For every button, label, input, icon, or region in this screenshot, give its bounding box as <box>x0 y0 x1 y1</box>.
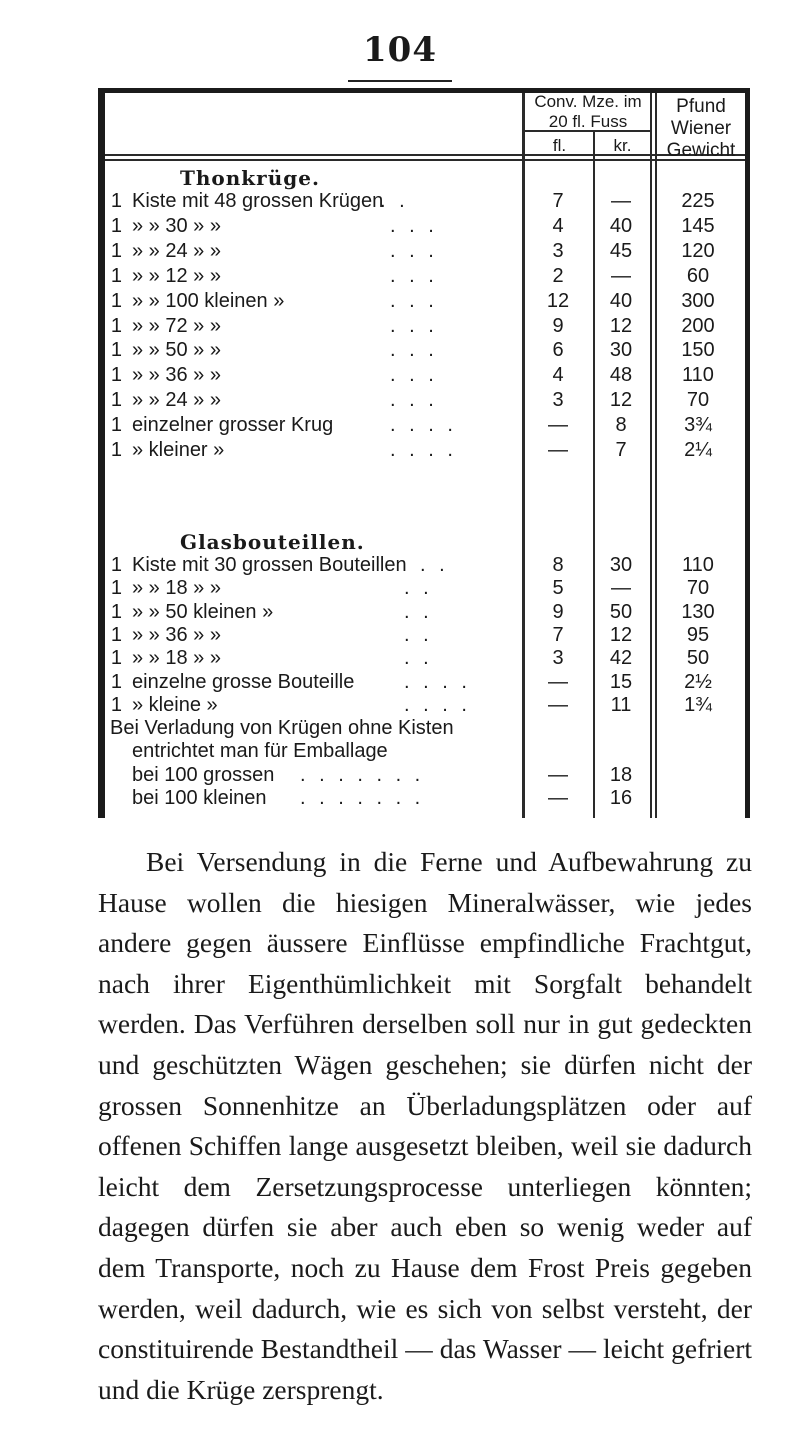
row-description: bei 100 grossen <box>132 763 275 786</box>
header-rule-b <box>105 159 745 161</box>
row-description: » » 50 kleinen » <box>132 600 274 623</box>
row-pfund: 225 <box>681 190 715 212</box>
row-description: » » 30 » » <box>132 214 221 237</box>
row-count: 1 <box>110 190 122 212</box>
row-count: 1 <box>110 239 122 262</box>
note-line-1 <box>0 716 800 740</box>
row-kreuzer: 45 <box>609 239 633 262</box>
row-leader-dots: . . <box>420 554 449 576</box>
table-row <box>0 189 800 213</box>
header-conv: Conv. Mze. im 20 fl. Fuss <box>534 92 642 131</box>
row-kreuzer: 12 <box>609 623 633 646</box>
row-kreuzer: 40 <box>609 289 633 312</box>
row-pfund: 70 <box>686 577 710 600</box>
table-row <box>0 413 800 437</box>
row-pfund: 130 <box>681 600 715 623</box>
row-leader-dots: . . <box>404 623 433 646</box>
row-kreuzer: 30 <box>609 339 633 362</box>
table-row <box>0 553 800 577</box>
row-kreuzer: 48 <box>609 364 633 387</box>
row-florin: 3 <box>552 647 564 670</box>
row-kreuzer: 11 <box>610 693 632 716</box>
row-kreuzer: 15 <box>609 670 633 693</box>
table-row <box>0 289 800 313</box>
section-title-glasbouteillen: Glasbouteillen. <box>180 530 365 554</box>
row-leader-dots: . . . . <box>404 670 471 693</box>
row-florin: 5 <box>552 577 564 600</box>
row-pfund: 1¾ <box>684 693 712 716</box>
row-description: » » 24 » » <box>132 389 221 412</box>
row-florin: 3 <box>552 239 564 262</box>
row-kreuzer: 16 <box>609 787 633 809</box>
note-text: entrichtet man für Emballage <box>132 740 388 763</box>
frame-top <box>98 88 750 93</box>
header-fl: fl. <box>552 136 567 155</box>
row-leader-dots: . . . . . . . <box>300 763 425 786</box>
row-leader-dots: . . . . <box>404 693 471 716</box>
row-florin: 9 <box>552 600 564 623</box>
row-count: 1 <box>110 264 122 287</box>
row-count: 1 <box>110 214 122 237</box>
note-line-2 <box>0 739 800 763</box>
table-row <box>0 646 800 670</box>
row-count: 1 <box>110 647 122 670</box>
row-description: » kleine » <box>132 693 218 716</box>
table-row <box>0 338 800 362</box>
row-count: 1 <box>110 670 122 693</box>
row-leader-dots: . . <box>404 600 433 623</box>
page-number-rule <box>348 80 452 82</box>
row-pfund: 300 <box>681 289 715 312</box>
table-row <box>0 264 800 288</box>
row-kreuzer: 30 <box>609 554 633 576</box>
row-florin: 6 <box>552 339 564 362</box>
row-description: Kiste mit 30 grossen Bouteillen <box>132 554 407 576</box>
row-leader-dots: . . <box>380 190 409 212</box>
row-description: bei 100 kleinen <box>132 787 267 809</box>
row-leader-dots: . . . <box>390 339 438 362</box>
row-kreuzer: — <box>611 577 631 600</box>
table-row <box>0 600 800 624</box>
table-row <box>0 786 800 810</box>
row-kreuzer: 42 <box>609 647 633 670</box>
header-pfund: Pfund Wiener Gewicht <box>666 96 736 161</box>
table-row <box>0 693 800 717</box>
row-count: 1 <box>110 339 122 362</box>
row-pfund: 2¼ <box>684 439 712 461</box>
table-row <box>0 438 800 462</box>
table-row <box>0 363 800 387</box>
row-kreuzer: 7 <box>615 439 627 461</box>
row-leader-dots: . . . <box>390 289 438 312</box>
table-row <box>0 763 800 787</box>
table-row <box>0 576 800 600</box>
row-count: 1 <box>110 623 122 646</box>
row-pfund: 70 <box>686 389 710 412</box>
row-pfund: 110 <box>682 364 714 387</box>
row-count: 1 <box>110 314 122 337</box>
row-count: 1 <box>110 600 122 623</box>
row-florin: 7 <box>552 190 564 212</box>
row-pfund: 110 <box>682 554 714 576</box>
row-description: » » 36 » » <box>132 623 221 646</box>
row-kreuzer: 12 <box>609 314 633 337</box>
row-description: » » 24 » » <box>132 239 221 262</box>
row-kreuzer: — <box>611 190 631 212</box>
row-count: 1 <box>110 364 122 387</box>
row-description: » » 72 » » <box>132 314 221 337</box>
row-kreuzer: 18 <box>609 763 633 786</box>
row-count: 1 <box>110 439 122 461</box>
body-paragraph: Bei Versendung in die Ferne und Aufbewahrung zu Hause wollen die hiesigen Mineralwässer, wie jedes andere gegen äussere Einflüsse empfindliche Frachtgut, nach ihrer Eigenthümlichkeit mit Sorgfalt behandelt werden. Das Verführen derselben soll nur in gut gedeckten und geschützten Wägen geschehen; sie dürfen nicht der grossen Sonnenhitze an Überladungsplätzen oder auf offenen Schiffen lange ausgesetzt bleiben, weil sie dadurch leicht dem Zersetzungsprocesse unterliegen könnten; dagegen dürfen sie aber auch eben so wenig weder auf dem Transporte, noch zu Hause dem Frost Preis gegeben werden, weil dadurch, wie es sich von selbst versteht, der constituirende Bestandtheil — das Wasser — leicht gefriert und die Krüge zersprengt. <box>98 846 752 1405</box>
row-description: » » 18 » » <box>132 577 221 600</box>
header-kr: kr. <box>613 136 632 155</box>
row-florin: 4 <box>552 214 564 237</box>
row-pfund: 150 <box>681 339 715 362</box>
row-leader-dots: . . <box>404 577 433 600</box>
row-leader-dots: . . . <box>390 314 438 337</box>
row-description: » » 12 » » <box>132 264 221 287</box>
row-pfund: 200 <box>681 314 715 337</box>
row-kreuzer: — <box>611 264 631 287</box>
row-kreuzer: 50 <box>609 600 633 623</box>
row-description: einzelner grosser Krug <box>132 414 334 437</box>
row-description: » kleiner » <box>132 439 225 461</box>
row-count: 1 <box>110 554 122 576</box>
row-pfund: 60 <box>686 264 710 287</box>
row-leader-dots: . . . <box>390 214 438 237</box>
row-pfund: 3¾ <box>684 414 712 437</box>
row-leader-dots: . . . <box>390 239 438 262</box>
row-kreuzer: 12 <box>609 389 633 412</box>
row-florin: — <box>548 670 568 693</box>
row-count: 1 <box>110 289 122 312</box>
table-row <box>0 670 800 694</box>
row-count: 1 <box>110 389 122 412</box>
table-row <box>0 623 800 647</box>
row-pfund: 2½ <box>684 670 712 693</box>
row-florin: 3 <box>552 389 564 412</box>
row-leader-dots: . . <box>404 647 433 670</box>
row-kreuzer: 40 <box>609 214 633 237</box>
row-florin: — <box>548 693 568 716</box>
row-pfund: 145 <box>681 214 715 237</box>
table-row <box>0 214 800 238</box>
row-florin: 9 <box>552 314 564 337</box>
row-leader-dots: . . . . <box>390 439 457 461</box>
row-count: 1 <box>110 577 122 600</box>
row-florin: — <box>548 787 568 809</box>
row-count: 1 <box>110 414 122 437</box>
row-florin: 12 <box>546 289 570 312</box>
row-description: » » 50 » » <box>132 339 221 362</box>
row-pfund: 95 <box>686 623 710 646</box>
row-description: einzelne grosse Bouteille <box>132 670 355 693</box>
row-description: » » 36 » » <box>132 364 221 387</box>
row-leader-dots: . . . <box>390 264 438 287</box>
table-row <box>0 388 800 412</box>
row-florin: 7 <box>552 623 564 646</box>
table-row <box>0 314 800 338</box>
row-kreuzer: 8 <box>615 414 627 437</box>
table-row <box>0 239 800 263</box>
page-number: 104 <box>363 30 437 70</box>
row-leader-dots: . . . <box>390 364 438 387</box>
row-florin: — <box>548 414 568 437</box>
row-leader-dots: . . . . . . . <box>300 787 425 809</box>
note-text: Bei Verladung von Krügen ohne Kisten <box>110 717 454 740</box>
row-florin: — <box>548 763 568 786</box>
row-florin: — <box>548 439 568 461</box>
row-count: 1 <box>110 693 122 716</box>
section-title-thonkruege: Thonkrüge. <box>180 166 320 190</box>
row-florin: 4 <box>552 364 564 387</box>
row-description: » » 100 kleinen » <box>132 289 285 312</box>
row-florin: 2 <box>552 264 564 287</box>
row-leader-dots: . . . . <box>390 414 457 437</box>
row-description: » » 18 » » <box>132 647 221 670</box>
row-description: Kiste mit 48 grossen Krügen <box>132 190 384 212</box>
row-leader-dots: . . . <box>390 389 438 412</box>
row-pfund: 50 <box>686 647 710 670</box>
row-pfund: 120 <box>681 239 715 262</box>
row-florin: 8 <box>552 554 564 576</box>
